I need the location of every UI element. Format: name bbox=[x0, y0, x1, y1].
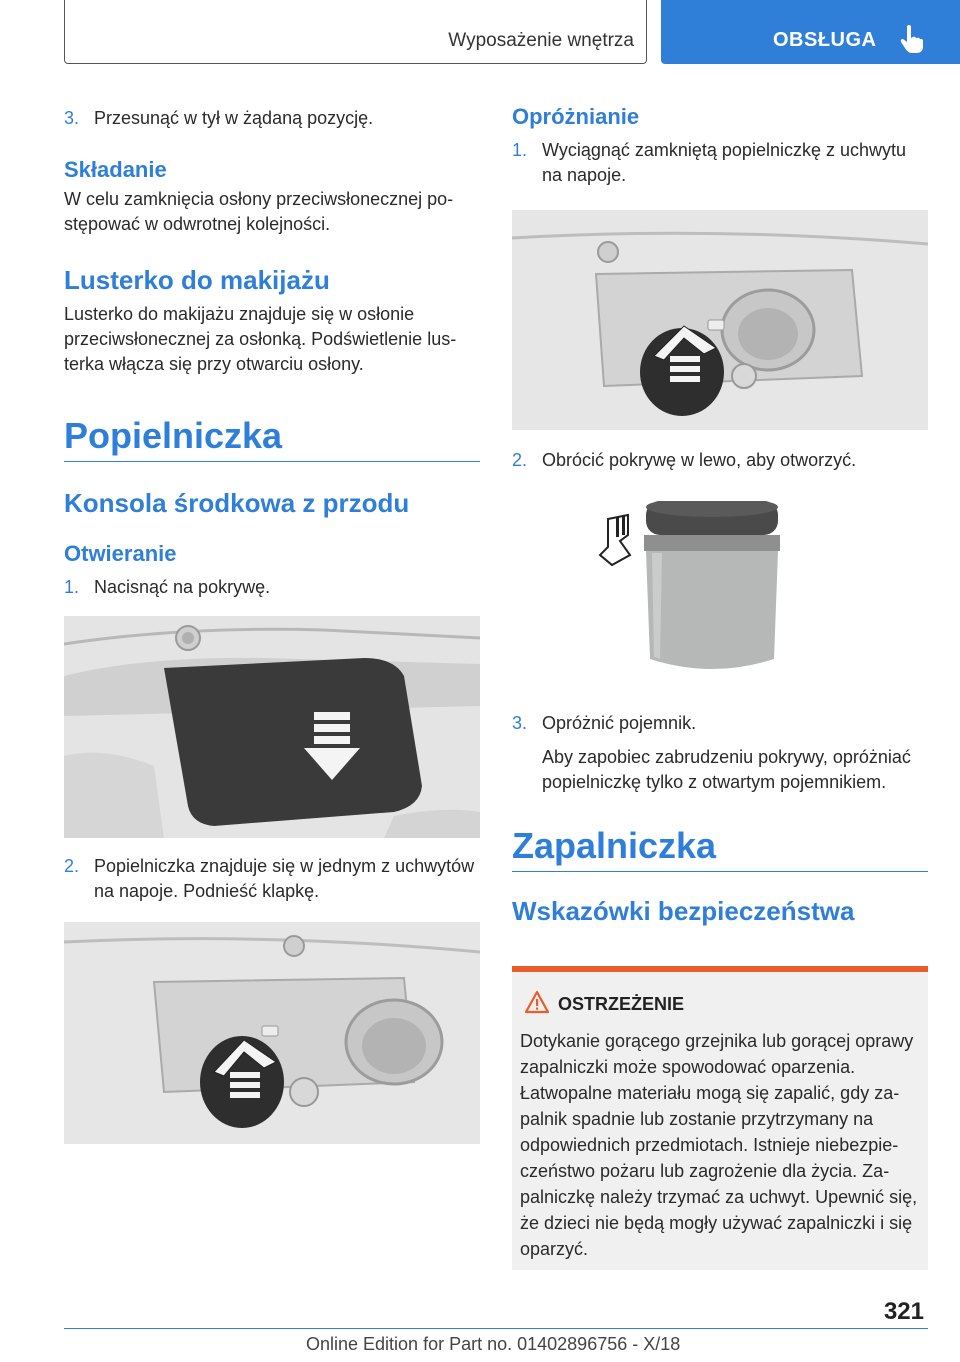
section-title: Wyposażenie wnętrza bbox=[448, 30, 634, 51]
step-text: Opróżnić pojemnik. bbox=[542, 713, 697, 733]
section-title-box bbox=[64, 0, 647, 64]
figure-remove-ashtray bbox=[512, 210, 928, 430]
folding-text: W celu zamknięcia osłony przeciwsłonecznej postępować w odwrotnej kolejności. bbox=[64, 189, 454, 234]
heading-front-console: Konsola środkowa z przodu bbox=[64, 488, 410, 518]
cupholder-ashtray-illustration bbox=[64, 922, 480, 1144]
figure-cupholder-ashtray bbox=[64, 922, 480, 1144]
heading-safety-notes: Wskazówki bezpieczeństwa bbox=[512, 896, 855, 926]
step-text: Obrócić pokrywę w lewo, aby otworzyć. bbox=[542, 450, 857, 470]
step-2-turn-lid bbox=[512, 448, 928, 473]
step-1-remove-ashtray bbox=[512, 138, 928, 188]
console-lid-illustration bbox=[64, 616, 480, 838]
footer-edition: Online Edition for Part no. 01402896756 - X/18 bbox=[306, 1334, 681, 1354]
heading-lighter: Zapalniczka bbox=[512, 825, 717, 866]
vanity-mirror-text: Lusterko do makijażu znajduje się w osłonie przeciwsłonecznej za osłonką. Podświetlenie lusterka włącza się przy otwarciu osłony. bbox=[64, 304, 457, 374]
step-number: 3. bbox=[64, 108, 80, 128]
left-column bbox=[64, 96, 480, 1144]
figure-turn-lid bbox=[512, 501, 928, 691]
step-1-press-lid bbox=[64, 575, 480, 600]
step-3-note: Aby zapobiec zabrudzeniu pokrywy, opróżniać popielniczkę tylko z otwartym pojemnikiem. bbox=[542, 747, 911, 792]
heading-ashtray: Popielniczka bbox=[64, 415, 283, 456]
footer-rule bbox=[64, 1328, 928, 1329]
chapter-tab-label: OBSŁUGA bbox=[773, 29, 877, 51]
warning-text: Dotykanie gorącego grzejnika lub gorącej oprawy zapalniczki może spowodować oparzenia. Łatwopalne materiału mogą się zapalić, gdy zapalnik spadnie lub zostanie przytrzymany na odpowiednich przedmiotach. Istnieje niebezpieczeństwo pożaru lub zagrożenie dla życia. Zapalniczkę należy trzymać za uchwyt. Upewnić się, że dzieci nie będą mogły używać zapalniczki i się oparzyć. bbox=[520, 1031, 918, 1259]
warning-box bbox=[512, 966, 928, 1270]
warning-triangle-icon bbox=[524, 990, 550, 1014]
heading-emptying: Opróżnianie bbox=[512, 104, 640, 129]
step-text: Popielniczka znajduje się w jednym z uchwytów na napoje. Podnieść klapkę. bbox=[94, 856, 475, 901]
step-number: 1. bbox=[64, 577, 80, 597]
step-text: Przesunąć w tył w żądaną pozycję. bbox=[94, 108, 374, 128]
right-column bbox=[512, 96, 928, 927]
step-text: Wyciągnąć zamkniętą popielniczkę z uchwytu na napoje. bbox=[542, 140, 907, 185]
step-2-lift-flap bbox=[64, 854, 480, 904]
ashtray-container-illustration bbox=[512, 501, 928, 691]
heading-vanity-mirror: Lusterko do makijażu bbox=[64, 265, 330, 295]
step-number: 3. bbox=[512, 713, 528, 733]
heading-opening: Otwieranie bbox=[64, 541, 177, 566]
warning-title bbox=[520, 994, 920, 1022]
step-3-empty-container bbox=[512, 711, 928, 736]
lighter-heading-block bbox=[512, 825, 928, 872]
step-number: 1. bbox=[512, 140, 528, 160]
step-number: 2. bbox=[512, 450, 528, 470]
warning-title-text: OSTRZEŻENIE bbox=[558, 994, 685, 1014]
step-text: Nacisnąć na pokrywę. bbox=[94, 577, 271, 597]
step-number: 2. bbox=[64, 856, 80, 876]
figure-press-lid bbox=[64, 616, 480, 838]
page-number: 321 bbox=[883, 1298, 924, 1325]
hand-pointer-icon bbox=[899, 24, 925, 54]
chapter-tab[interactable] bbox=[661, 0, 960, 64]
ashtray-heading-block bbox=[64, 415, 480, 462]
remove-ashtray-illustration bbox=[512, 210, 928, 430]
heading-folding: Składanie bbox=[64, 157, 167, 182]
page-header bbox=[0, 0, 960, 66]
step-3-adjust bbox=[64, 106, 480, 131]
